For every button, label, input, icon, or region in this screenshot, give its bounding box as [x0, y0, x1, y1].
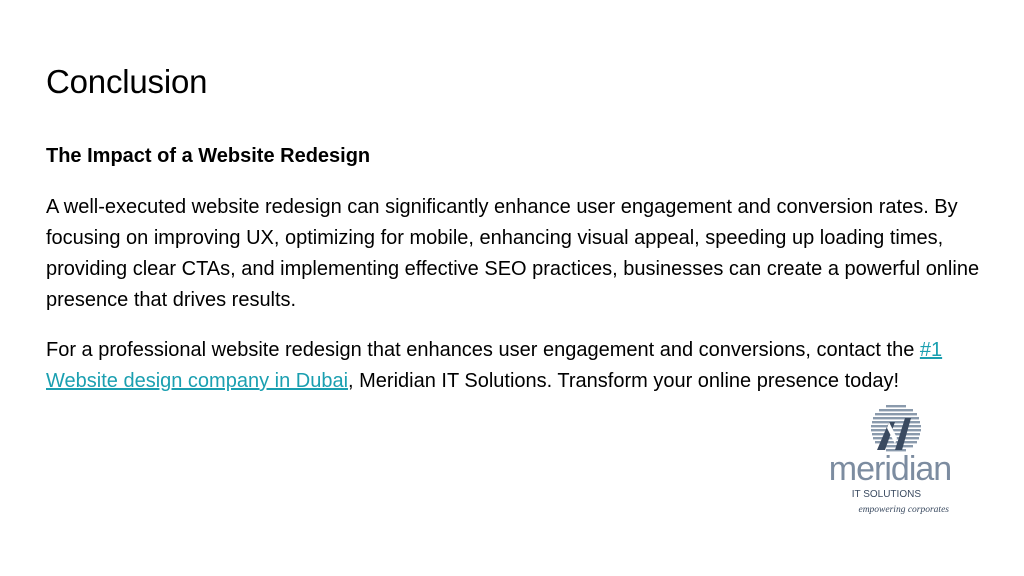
paragraph-impact: A well-executed website redesign can significantly enhance user engagement and conversion rates. By focusing on improving UX, optimizing for mobile, enhancing visual appeal, speeding up loading times, providing clear CTAs, and implementing effective SEO practices, businesses can create a powerful online presence that drives results. — [46, 196, 980, 311]
meridian-logo — [815, 400, 965, 520]
slide-title: Conclusion — [46, 63, 208, 100]
paragraph-contact — [46, 335, 981, 397]
paragraph-contact-text-after: , Meridian IT Solutions. Transform your online presence today! — [348, 370, 900, 392]
logo-subtitle: IT SOLUTIONS — [851, 489, 921, 500]
website-design-company-link[interactable]: #1 Website design company in Dubai — [46, 339, 943, 392]
section-heading: The Impact of a Website Redesign — [46, 145, 371, 167]
paragraph-contact-text-before: For a professional website redesign that enhances user engagement and conversions, contact the — [46, 339, 920, 361]
meridian-globe-logo-icon — [815, 400, 965, 520]
logo-tagline: empowering corporates — [858, 505, 949, 515]
logo-wordmark: meridian — [828, 450, 952, 488]
